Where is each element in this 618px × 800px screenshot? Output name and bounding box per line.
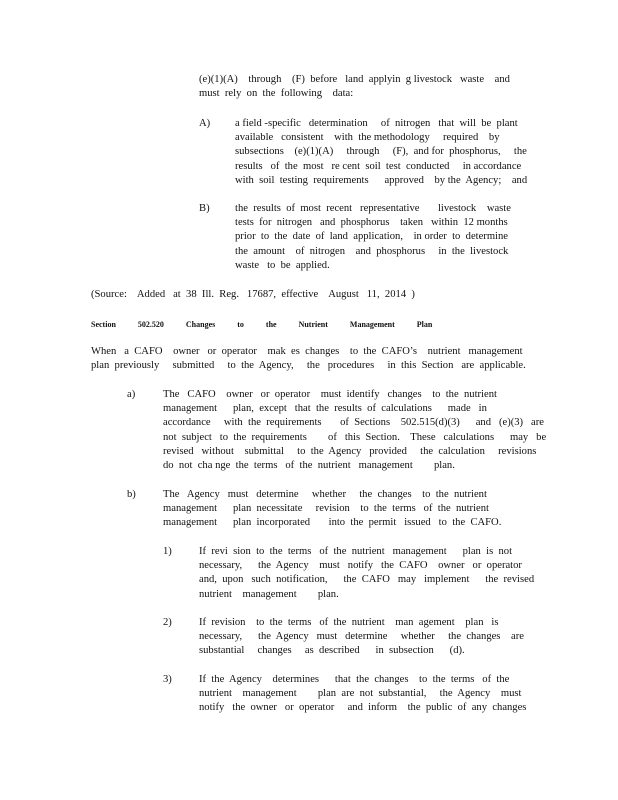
heading-word: the — [265, 320, 277, 329]
heading-word: Management — [349, 320, 395, 329]
text-line: If revi sion to the terms of the nutrient management plan is not — [199, 546, 513, 557]
text-line: nutrient management plan are not substantial, the Agency must — [199, 688, 522, 700]
item-b3-text — [199, 673, 526, 716]
text-line: waste to be applied. — [235, 259, 330, 271]
section-heading — [91, 318, 432, 332]
text-line: If revision to the terms of the nutrient man agement plan is — [199, 617, 499, 628]
item-a-label: a) — [127, 389, 136, 400]
text-line: nutrient management plan. — [199, 588, 339, 600]
intro-paragraph — [199, 73, 510, 101]
text-line: available consistent with the methodology required by — [235, 132, 500, 144]
text-line: The CAFO owner or operator must identify changes to the nutrient — [163, 389, 497, 400]
heading-word: Plan — [416, 320, 433, 329]
heading-word: to — [237, 320, 244, 329]
text-line: When a CAFO owner or operator mak es changes to the CAFO’s nutrient management — [91, 346, 523, 357]
text-line: substantial changes as described in subsection (d). — [199, 645, 465, 657]
text-line: necessary, the Agency must notify the CAFO owner or operator — [199, 560, 522, 572]
text-line: necessary, the Agency must determine whether the changes are — [199, 631, 524, 643]
text-line: the amount of nitrogen and phosphorus in the livestock — [235, 245, 509, 257]
text-line: tests for nitrogen and phosphorus taken within 12 months — [235, 217, 508, 229]
source-note: (Source: Added at 38 Ill. Reg. 17687, effective August 11, 2014 ) — [91, 289, 415, 300]
text-line: the results of most recent representative livestock waste — [235, 203, 511, 214]
item-b-text — [163, 488, 501, 531]
item-b2-label: 2) — [163, 617, 172, 628]
text-line: management plan necessitate revision to the terms of the nutrient — [163, 503, 489, 515]
heading-word: 502.520 — [137, 320, 164, 329]
item-A-label: A) — [199, 118, 211, 129]
text-line: subsections (e)(1)(A) through (F), and for phosphorus, the — [235, 146, 527, 158]
text-line: a field -specific determination of nitrogen that will be plant — [235, 118, 518, 129]
item-b1-text — [199, 545, 534, 602]
text-line: do not cha nge the terms of the nutrient management plan. — [163, 460, 455, 472]
main-paragraph — [91, 345, 526, 373]
heading-word: Nutrient — [298, 320, 328, 329]
text-line: management plan incorporated into the permit issued to the CAFO. — [163, 517, 502, 529]
text-line: must rely on the following data: — [199, 88, 354, 100]
text-line: management plan, except that the results of calculations made in — [163, 403, 487, 415]
text-line: accordance with the requirements of Sections 502.515(d)(3) and (e)(3) are — [163, 417, 544, 429]
item-A-text — [235, 117, 527, 188]
heading-word: Changes — [185, 320, 216, 329]
heading-word: Section — [91, 320, 116, 329]
item-a-text — [163, 388, 546, 473]
text-line: revised without submittal to the Agency provided the calculation revisions — [163, 445, 537, 457]
item-B-text — [235, 202, 511, 273]
text-line: and, upon such notification, the CAFO may implement the revised — [199, 574, 535, 586]
text-line: not subject to the requirements of this Section. These calculations may be — [163, 431, 547, 443]
text-line: plan previously submitted to the Agency, the procedures in this Section are applicable. — [91, 360, 526, 372]
text-line: results of the most re cent soil test conducted in accordance — [235, 160, 522, 172]
text-line: with soil testing requirements approved by the Agency; and — [235, 174, 528, 186]
text-line: notify the owner or operator and inform the public of any changes — [199, 702, 527, 714]
text-line: If the Agency determines that the changes to the terms of the — [199, 674, 510, 685]
text-line: prior to the date of land application, in order to determine — [235, 231, 509, 243]
text-line: (e)(1)(A) through (F) before land applyin g livestock waste and — [199, 74, 510, 85]
item-b2-text — [199, 616, 524, 659]
item-b-label: b) — [127, 489, 136, 500]
item-B-label: B) — [199, 203, 210, 214]
text-line: The Agency must determine whether the changes to the nutrient — [163, 489, 487, 500]
item-b3-label: 3) — [163, 674, 172, 685]
item-b1-label: 1) — [163, 546, 172, 557]
